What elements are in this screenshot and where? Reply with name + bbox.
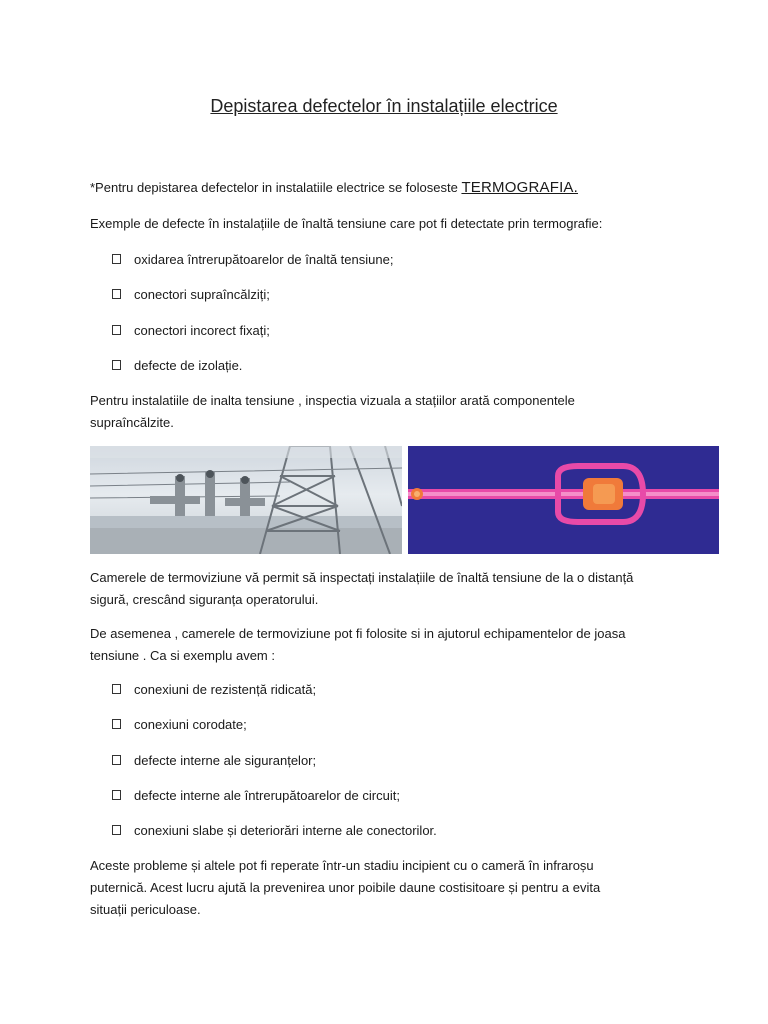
list-item-text: conectori supraîncălziți; bbox=[134, 287, 270, 302]
closing-line: situații periculoase. bbox=[90, 902, 201, 917]
intro-paragraph bbox=[90, 177, 690, 199]
examples-intro: Exemple de defecte în instalațiile de înaltă tensiune care pot fi detectate prin termografie: bbox=[90, 216, 603, 231]
document-title: Depistarea defectelor în instalațiile electrice bbox=[210, 96, 558, 116]
bullet-box-icon bbox=[112, 790, 121, 800]
closing-paragraph bbox=[90, 855, 690, 921]
substation-photo-illustration bbox=[90, 446, 402, 554]
lowvolt-paragraph bbox=[90, 623, 690, 667]
thermal-image-illustration bbox=[408, 446, 719, 554]
list-item-text: oxidarea întrerupătoarelor de înaltă tensiune; bbox=[134, 252, 394, 267]
inspection-line: supraîncălzite. bbox=[90, 415, 174, 430]
bullet-box-icon bbox=[112, 289, 121, 299]
list-item bbox=[112, 249, 692, 271]
list-item-text: defecte interne ale siguranțelor; bbox=[134, 753, 317, 768]
bullet-box-icon bbox=[112, 755, 121, 765]
list-item-text: defecte de izolație. bbox=[134, 358, 243, 373]
lowvolt-line: De asemenea , camerele de termoviziune pot fi folosite si in ajutorul echipamentelor de joasa bbox=[90, 626, 626, 641]
bullet-box-icon bbox=[112, 719, 121, 729]
list-item bbox=[112, 284, 692, 306]
bullet-box-icon bbox=[112, 254, 121, 264]
list-item bbox=[112, 820, 692, 842]
substation-photo bbox=[90, 446, 402, 554]
bullet-box-icon bbox=[112, 684, 121, 694]
bullet-box-icon bbox=[112, 360, 121, 370]
list-item bbox=[112, 355, 692, 377]
inspection-paragraph bbox=[90, 390, 690, 434]
list-item-text: defecte interne ale întrerupătoarelor de circuit; bbox=[134, 788, 400, 803]
lowvolt-line: tensiune . Ca si exemplu avem : bbox=[90, 648, 275, 663]
bullet-box-icon bbox=[112, 825, 121, 835]
cameras-paragraph bbox=[90, 567, 690, 611]
closing-line: puternică. Acest lucru ajută la prevenirea unor poibile daune costisitoare și pentru a evita bbox=[90, 880, 601, 895]
inspection-line: Pentru instalatiile de inalta tensiune , inspectia vizuala a stațiilor arată componentele bbox=[90, 393, 575, 408]
list-item bbox=[112, 750, 692, 772]
closing-line: Aceste probleme și altele pot fi reperate într-un stadiu incipient cu o cameră în infraroșu bbox=[90, 858, 594, 873]
termografia-term: TERMOGRAFIA. bbox=[461, 179, 579, 196]
list-item-text: conexiuni slabe și deteriorări interne ale conectorilor. bbox=[134, 823, 437, 838]
list-item bbox=[112, 785, 692, 807]
cameras-line: sigură, crescând siguranța operatorului. bbox=[90, 592, 319, 607]
bullet-box-icon bbox=[112, 325, 121, 335]
list-item bbox=[112, 679, 692, 701]
list-item-text: conexiuni de rezistență ridicată; bbox=[134, 682, 317, 697]
intro-text: *Pentru depistarea defectelor in instalatiile electrice se foloseste bbox=[90, 180, 462, 195]
thermal-image bbox=[408, 446, 719, 554]
cameras-line: Camerele de termoviziune vă permit să inspectați instalațiile de înaltă tensiune de la o distanță bbox=[90, 570, 634, 585]
list-item bbox=[112, 714, 692, 736]
list-item-text: conectori incorect fixați; bbox=[134, 323, 270, 338]
list-item bbox=[112, 320, 692, 342]
list-item-text: conexiuni corodate; bbox=[134, 717, 247, 732]
